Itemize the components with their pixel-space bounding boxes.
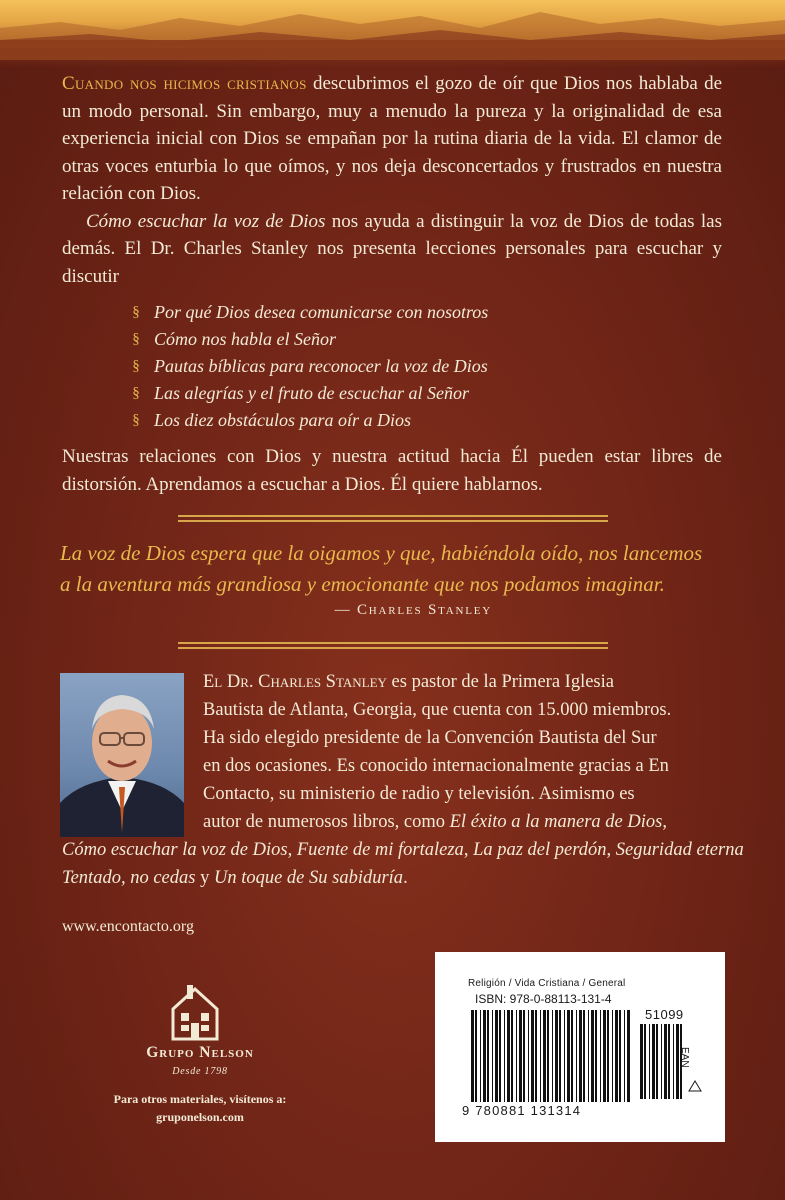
summary-paragraph bbox=[62, 208, 722, 291]
ean-number: 9 780881 131314 bbox=[462, 1103, 582, 1118]
bio-line: Ha sido elegido presidente de la Convención Bautista del Sur bbox=[203, 728, 657, 748]
description-block bbox=[62, 70, 722, 498]
bio-line: en dos ocasiones. Es conocido internacionalmente gracias a En bbox=[203, 756, 669, 776]
bullet-icon: § bbox=[132, 385, 140, 401]
quote-author: — Charles Stanley bbox=[334, 602, 492, 618]
book-title: La paz del perdón bbox=[473, 840, 607, 860]
list-item bbox=[128, 380, 722, 407]
bio-line bbox=[62, 668, 724, 696]
price-code: 51099 bbox=[645, 1007, 684, 1022]
bullet-icon: § bbox=[132, 331, 140, 347]
bio-text: es pastor de la Primera Iglesia bbox=[386, 672, 614, 692]
bullet-icon: § bbox=[132, 358, 140, 374]
separator: . bbox=[403, 868, 408, 888]
category-label: Religión / Vida Cristiana / General bbox=[468, 978, 626, 989]
book-title: Fuente de mi fortaleza bbox=[296, 840, 464, 860]
quote-line: a la aventura más grandiosa y emocionante que nos podamos imaginar. bbox=[60, 572, 665, 596]
sky-fade bbox=[0, 40, 785, 68]
list-item-text: Por qué Dios desea comunicarse con nosotros bbox=[154, 302, 489, 322]
bio-line bbox=[62, 864, 724, 892]
isbn-barcode bbox=[471, 1010, 631, 1102]
pull-quote bbox=[60, 538, 725, 600]
closing-paragraph: Nuestras relaciones con Dios y nuestra actitud hacia Él pueden estar libres de distorsión. Aprendamos a escuchar a Dios. Él quiere hablarnos. bbox=[62, 446, 722, 495]
separator: , bbox=[287, 840, 297, 860]
book-title: Seguridad eterna bbox=[615, 840, 744, 860]
intro-lead: Cuando nos hicimos cristianos bbox=[62, 73, 307, 94]
bio-lead: El Dr. Charles Stanley bbox=[203, 672, 387, 692]
list-item bbox=[128, 299, 722, 326]
separator: , bbox=[606, 840, 616, 860]
book-title: El éxito a la manera de Dios bbox=[449, 812, 663, 832]
separator: y bbox=[195, 868, 214, 888]
barcode-panel bbox=[435, 952, 725, 1142]
list-item-text: Los diez obstáculos para oír a Dios bbox=[154, 410, 412, 430]
summary-text: nos ayuda a distinguir la voz de Dios de todas las demás. El Dr. Charles Stanley nos presenta lecciones personales para escuchar y discutir bbox=[62, 210, 722, 287]
publisher-name: Grupo Nelson bbox=[146, 1044, 254, 1061]
bullet-icon: § bbox=[132, 412, 140, 428]
book-title-mention: Cómo escuchar la voz de Dios bbox=[86, 210, 326, 232]
bio-line bbox=[62, 808, 724, 836]
list-item-text: Cómo nos habla el Señor bbox=[154, 329, 336, 349]
list-item bbox=[128, 353, 722, 380]
book-title: Un toque de Su sabiduría bbox=[213, 868, 404, 888]
list-item-text: Las alegrías y el fruto de escuchar al Señor bbox=[154, 383, 469, 403]
triangle-icon bbox=[688, 1080, 702, 1092]
isbn-label: ISBN: 978-0-88113-131-4 bbox=[475, 992, 612, 1006]
publisher-since: Desde 1798 bbox=[172, 1066, 228, 1077]
author-bio bbox=[62, 668, 744, 892]
separator: , bbox=[662, 812, 667, 832]
intro-text: descubrimos el gozo de oír que Dios nos hablaba de un modo personal. Sin embargo, muy a menudo la pureza y la originalidad de esa experiencia inicial con Dios se empañan por la rutina diaria de la vida. El clamor de otras voces enturbia lo que oímos, y nos deja desconcertados y frustrados en nuestra relación con Dios. bbox=[62, 73, 722, 204]
publisher-website[interactable]: gruponelson.com bbox=[156, 1110, 244, 1124]
ean-label: EAN bbox=[679, 1047, 690, 1068]
bullet-icon: § bbox=[132, 304, 140, 320]
bottom-divider bbox=[178, 642, 608, 649]
list-item bbox=[128, 407, 722, 434]
author-website[interactable]: www.encontacto.org bbox=[62, 918, 194, 935]
quote-line: La voz de Dios espera que la oigamos y que, habiéndola oído, nos lancemos bbox=[60, 541, 703, 565]
list-item-text: Pautas bíblicas para reconocer la voz de Dios bbox=[154, 356, 488, 376]
book-title: Tentado, no cedas bbox=[62, 868, 196, 888]
intro-paragraph bbox=[62, 70, 722, 208]
top-divider bbox=[178, 515, 608, 522]
list-item bbox=[128, 326, 722, 353]
house-logo-icon bbox=[167, 983, 223, 1041]
publisher-cta: Para otros materiales, visítenos a: bbox=[113, 1092, 287, 1106]
bio-text: autor de numerosos libros, como bbox=[203, 812, 450, 832]
bio-line: Contacto, su ministerio de radio y televisión. Asimismo es bbox=[203, 784, 635, 804]
separator: , bbox=[463, 840, 474, 860]
lesson-list bbox=[128, 299, 722, 434]
bio-line bbox=[62, 836, 744, 864]
book-title: Cómo escuchar la voz de Dios bbox=[62, 840, 288, 860]
bio-line: Bautista de Atlanta, Georgia, que cuenta con 15.000 miembros. bbox=[203, 700, 672, 720]
